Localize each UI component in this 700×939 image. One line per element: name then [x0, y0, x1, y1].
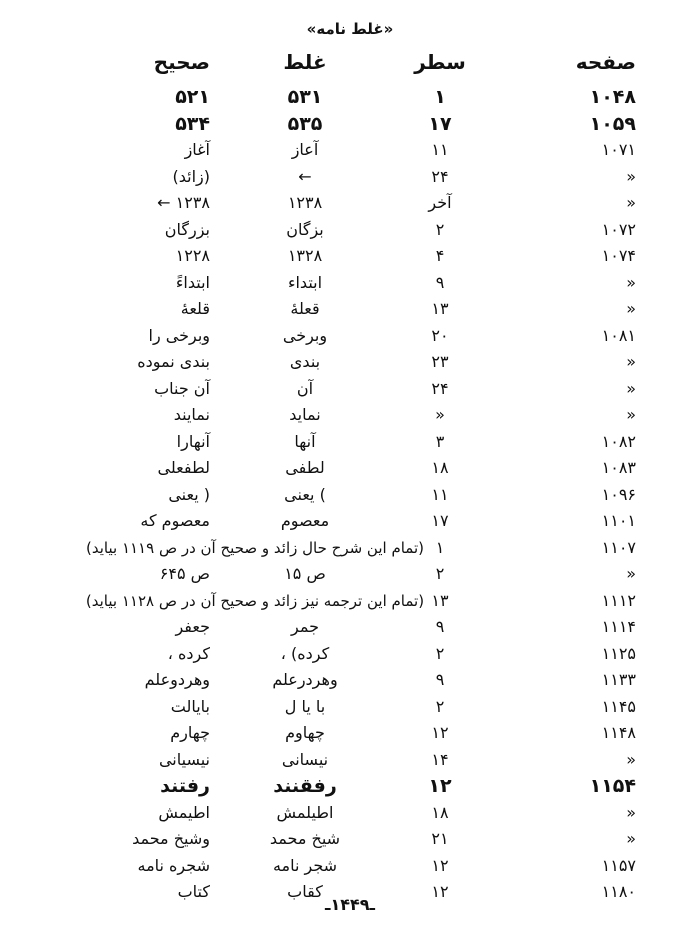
table-row: [0, 137, 700, 164]
cell-right: آغاز: [184, 140, 210, 159]
cell-line: «: [435, 405, 445, 424]
cell-right: شجره نامه: [137, 855, 210, 875]
cell-page: ۱۰۹۶: [601, 484, 636, 504]
cell-right: لطفعلی: [157, 458, 210, 477]
cell-page: ۱۱۴۵: [601, 696, 636, 716]
cell-wrong: وهردرعلم: [272, 670, 338, 689]
cell-right: نمایند: [173, 405, 210, 424]
cell-page: ۱۰۷۴: [601, 246, 636, 265]
table-row: [0, 588, 700, 615]
cell-right: جعفر: [175, 617, 210, 636]
cell-wrong: ۱۲۳۸: [287, 193, 323, 212]
cell-line: ۱۷: [431, 511, 449, 530]
cell-line: ۱۲: [431, 882, 449, 901]
cell-right: معصوم که: [140, 511, 210, 530]
cell-page: ۱۰۸۳: [601, 458, 636, 477]
cell-wrong: کرده) ،: [280, 643, 330, 663]
cell-right: ۵۳۴: [175, 112, 210, 135]
table-row: [0, 190, 700, 217]
header-right: صحیح: [153, 50, 210, 74]
cell-line: ۱۱: [431, 484, 449, 504]
cell-wrong: اطیلمش: [276, 802, 334, 822]
cell-right: ابتداءً: [175, 272, 210, 292]
cell-line: ۱۸: [431, 458, 449, 477]
cell-page: ۱۰۴۸: [589, 86, 636, 108]
table-row: [0, 323, 700, 350]
cell-wrong: معصوم: [280, 511, 330, 530]
cell-page: ۱۱۲۵: [601, 643, 636, 663]
table-row: [0, 270, 700, 297]
cell-wrong: ←: [298, 166, 312, 186]
cell-page: ۱۱۰۱: [601, 511, 636, 530]
table-row: [0, 826, 700, 853]
cell-wrong: با یا ل: [284, 696, 326, 716]
cell-wrong: قعلهٔ: [290, 299, 320, 318]
cell-wrong: وبرخی: [282, 325, 328, 345]
cell-wrong: آعاز: [291, 140, 319, 159]
cell-page: ۱۱۵۴: [589, 775, 636, 797]
cell-span: (تمام این ترجمه نیز زائد و صحیح آن در ص ۱۱۲۸ بیاید): [85, 591, 425, 610]
cell-wrong: نماید: [289, 405, 321, 424]
cell-line: ۱۱: [431, 140, 449, 159]
cell-wrong: جمر: [291, 617, 319, 636]
cell-line: ۹: [435, 670, 445, 689]
cell-wrong: آنها: [294, 431, 316, 451]
cell-page: ۱۱۴۸: [601, 723, 636, 742]
cell-page: ۱۰۷۱: [601, 140, 636, 159]
cell-right: نیسیانی: [158, 749, 210, 769]
cell-right: کتاب: [177, 882, 210, 901]
cell-page: ۱۰۷۲: [601, 219, 636, 239]
table-row: [0, 164, 700, 191]
cell-right: وبرخی را: [148, 325, 210, 345]
cell-wrong: رفقنند: [273, 775, 337, 797]
cell-line: آخر: [428, 193, 452, 212]
errata-table: [0, 84, 700, 906]
cell-line: ۲۰: [431, 325, 449, 345]
table-row: [0, 694, 700, 721]
cell-page: «: [626, 564, 636, 583]
cell-wrong: چهاوم: [285, 723, 325, 742]
cell-line: ۱: [435, 537, 445, 557]
cell-right: ( یعنی: [168, 484, 210, 504]
cell-page: «: [626, 193, 636, 212]
cell-wrong: آن: [296, 378, 314, 398]
cell-page: «: [626, 829, 636, 848]
cell-wrong: لطفی: [285, 458, 325, 477]
cell-line: ۱۲: [431, 723, 449, 742]
cell-line: ۲۴: [431, 378, 449, 398]
cell-page: «: [626, 405, 636, 424]
cell-line: ۱۸: [431, 802, 449, 822]
cell-right: اطیمش: [158, 802, 210, 822]
cell-line: ۱۴: [431, 749, 449, 769]
cell-wrong: ) یعنی: [284, 484, 326, 504]
cell-page: ۱۱۵۷: [601, 855, 636, 875]
cell-wrong: ۱۳۲۸: [287, 246, 323, 265]
cell-right: ۱۲۳۸ ←: [157, 193, 210, 212]
cell-page: «: [626, 352, 636, 371]
table-row: [0, 773, 700, 800]
cell-page: «: [626, 166, 636, 186]
table-row: [0, 561, 700, 588]
cell-page: «: [626, 272, 636, 292]
table-row: [0, 667, 700, 694]
cell-line: ۲: [435, 564, 445, 583]
table-row: [0, 455, 700, 482]
cell-span: (تمام این شرح حال زائد و صحیح آن در ص ۱۱۱۹ بیاید): [85, 538, 425, 557]
table-row: [0, 800, 700, 827]
table-row: [0, 720, 700, 747]
cell-wrong: کقاب: [287, 882, 323, 901]
cell-page: ۱۰۸۱: [601, 325, 636, 345]
cell-line: ۱۲: [428, 775, 452, 797]
cell-page: «: [626, 378, 636, 398]
cell-right: وشیخ محمد: [132, 829, 210, 848]
table-row: [0, 614, 700, 641]
cell-wrong: بزگان: [286, 219, 324, 239]
cell-line: ۲۱: [431, 829, 449, 848]
table-row: [0, 111, 700, 138]
cell-wrong: بندی: [289, 352, 321, 371]
cell-wrong: ۵۳۱: [287, 86, 323, 108]
cell-line: ۹: [435, 617, 445, 636]
cell-right: آن جناب: [154, 378, 210, 398]
cell-right: ص ۶۴۵: [159, 564, 210, 583]
cell-right: چهارم: [170, 723, 210, 742]
cell-wrong: شجر نامه: [272, 855, 338, 875]
table-row: [0, 376, 700, 403]
page-number: ـ۱۴۴۹ـ: [325, 895, 375, 914]
cell-right: آنهارا: [176, 431, 210, 451]
table-row: [0, 296, 700, 323]
cell-right: رفتند: [160, 775, 210, 797]
table-row: [0, 747, 700, 774]
cell-line: ۹: [435, 272, 445, 292]
cell-page: ۱۱۱۲: [601, 590, 636, 610]
table-header: [0, 50, 700, 80]
cell-right: وهردوعلم: [144, 670, 210, 689]
page-title: «غلط نامه»: [306, 20, 394, 38]
cell-wrong: نیسانی: [281, 749, 329, 769]
cell-page: ۱۰۵۹: [589, 112, 636, 135]
cell-page: ۱۱۸۰: [601, 882, 636, 901]
header-wrong: غلط: [283, 50, 327, 74]
cell-right: قلعهٔ: [180, 299, 210, 318]
cell-line: ۱۳: [431, 590, 449, 610]
table-row: [0, 853, 700, 880]
table-row: [0, 84, 700, 111]
cell-page: ۱۰۸۲: [601, 431, 636, 451]
cell-line: ۱۷: [428, 112, 452, 135]
cell-line: ۲: [435, 643, 445, 663]
cell-wrong: ۵۳۵: [287, 112, 323, 135]
cell-line: ۱۳: [431, 299, 449, 318]
cell-right: بندی نموده: [137, 352, 210, 371]
cell-right: ۱۲۲۸: [175, 246, 210, 265]
header-page: صفحه: [575, 50, 636, 74]
table-row: [0, 641, 700, 668]
table-row: [0, 535, 700, 562]
cell-right: بزرگان: [164, 219, 210, 239]
cell-line: ۲: [435, 696, 445, 716]
cell-page: ۱۱۱۴: [601, 617, 636, 636]
cell-page: «: [626, 749, 636, 769]
table-row: [0, 243, 700, 270]
cell-line: ۲۳: [431, 352, 449, 371]
table-row: [0, 349, 700, 376]
cell-line: ۳: [435, 431, 445, 451]
cell-right: ۵۲۱: [175, 86, 210, 108]
cell-wrong: ص ۱۵: [284, 564, 326, 583]
cell-page: «: [626, 802, 636, 822]
cell-page: ۱۱۰۷: [601, 537, 636, 557]
cell-line: ۱: [434, 86, 446, 108]
header-line: سطر: [414, 50, 466, 74]
cell-line: ۱۲: [431, 855, 449, 875]
cell-line: ۲: [435, 219, 445, 239]
table-row: [0, 482, 700, 509]
cell-line: ۲۴: [431, 166, 449, 186]
table-row: [0, 402, 700, 429]
table-row: [0, 217, 700, 244]
cell-right: (زائد): [172, 166, 210, 186]
cell-line: ۴: [435, 246, 445, 265]
table-row: [0, 508, 700, 535]
cell-right: بایالت: [170, 696, 210, 716]
cell-page: ۱۱۳۳: [601, 670, 636, 689]
cell-right: کرده ،: [167, 643, 210, 663]
table-row: [0, 429, 700, 456]
cell-page: «: [626, 299, 636, 318]
cell-wrong: شیخ محمد: [269, 829, 341, 848]
cell-wrong: ابتداء: [287, 272, 323, 292]
